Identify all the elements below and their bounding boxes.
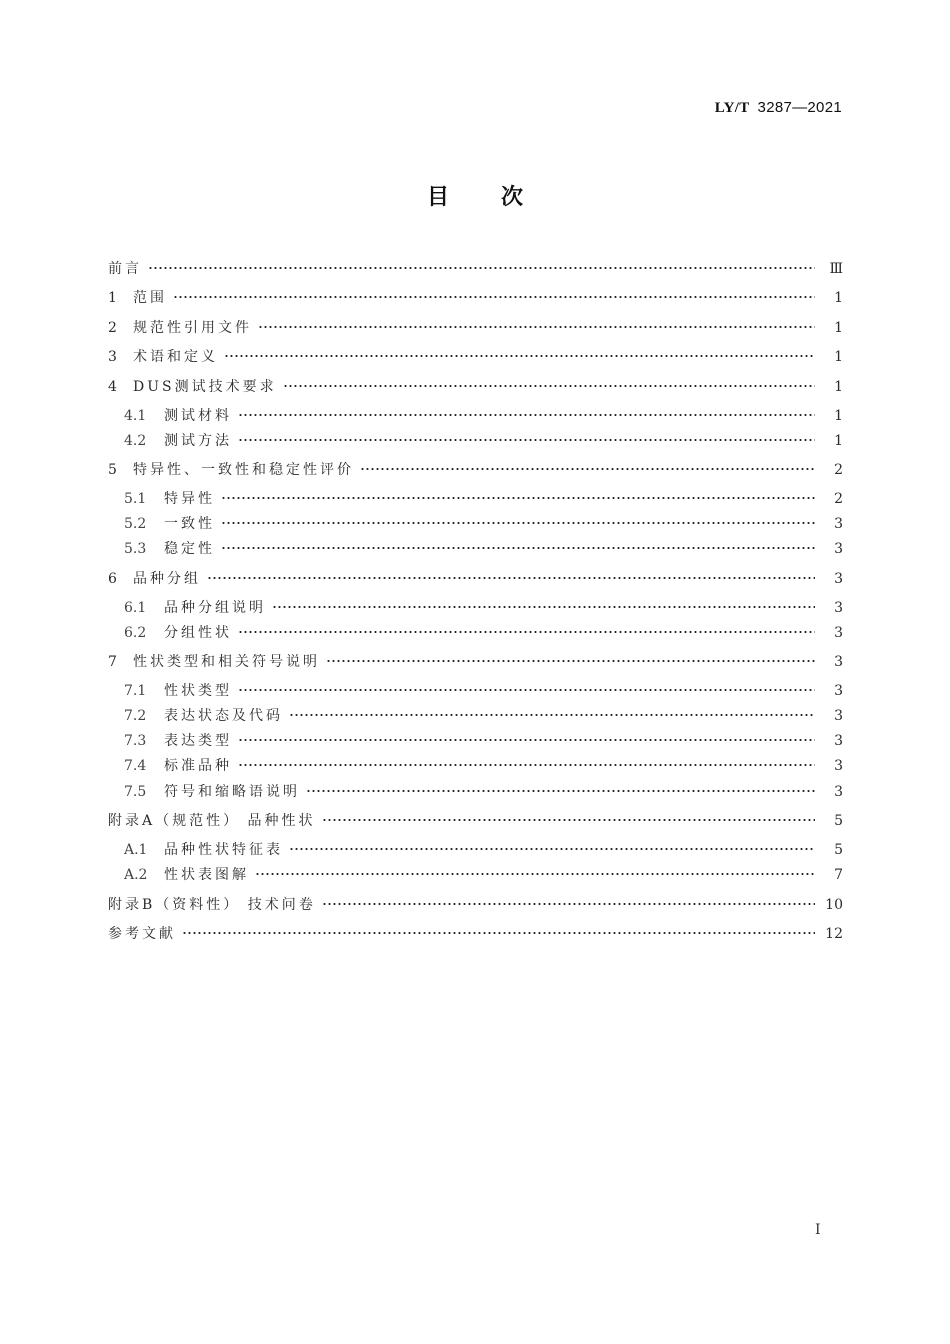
toc-entry-page: 3 [834,625,843,641]
toc-entry-number: 2 [108,320,117,336]
dot-leader [322,813,815,827]
toc-entry[interactable] [108,377,843,396]
toc-entry[interactable] [108,489,843,508]
toc-entry-title: 参考文献 [108,926,176,942]
toc-entry-title: 稳定性 [164,541,215,557]
toc-entry-title: 表达类型 [164,733,232,749]
dot-leader [238,733,815,747]
title-char-2: 次 [501,185,524,210]
toc-entry-page: 5 [834,842,843,858]
toc-entry[interactable] [108,598,843,617]
dot-leader [326,654,815,668]
toc-entry-page: 1 [834,408,843,424]
toc-entry-page: 3 [834,784,843,800]
toc-entry-page: 1 [834,320,843,336]
toc-entry-number: 4 [108,379,117,395]
toc-entry[interactable] [108,865,843,884]
toc-entry-title: 一致性 [164,516,215,532]
toc-entry-page: 3 [834,571,843,587]
toc-entry[interactable] [108,811,843,830]
toc-entry-page: 3 [834,654,843,670]
toc-entry-title: 测试材料 [164,408,232,424]
standard-code [715,98,842,117]
toc-entry-page: 12 [825,926,843,942]
dot-leader [207,571,815,585]
dot-leader [306,784,815,798]
toc-entry-title: 性状表图解 [164,867,249,883]
dot-leader [221,516,815,530]
dot-leader [283,379,815,393]
dot-leader [272,600,815,614]
toc-entry[interactable] [108,288,843,307]
standard-number: 3287—2021 [757,99,842,116]
toc-entry-title: 性状类型和相关符号说明 [133,654,320,670]
toc-entry-title: 表达状态及代码 [164,708,283,724]
toc-entry[interactable] [108,756,843,775]
dot-leader [238,625,815,639]
toc-entry-page: 2 [834,491,843,507]
dot-leader [322,897,815,911]
toc-entry-page: Ⅲ [829,261,843,277]
toc-entry-number: 7.3 [124,733,147,749]
dot-leader [360,462,815,476]
dot-leader [224,349,815,363]
toc-entry-page: 3 [834,733,843,749]
toc-entry-title: 品种分组说明 [164,600,266,616]
page-title [0,180,950,211]
dot-leader [148,261,815,275]
toc-entry[interactable] [108,895,843,914]
toc-entry-page: 1 [834,379,843,395]
toc-entry[interactable] [108,782,843,801]
toc-entry-number: 6.1 [124,600,147,616]
toc-entry-page: 1 [834,349,843,365]
toc-entry-title: 特异性、一致性和稳定性评价 [133,462,354,478]
toc-entry[interactable] [108,840,843,859]
toc-entry-page: 3 [834,541,843,557]
toc-entry-page: 3 [834,758,843,774]
toc-entry[interactable] [108,652,843,671]
toc-entry-page: 10 [825,897,843,913]
toc-entry[interactable] [108,318,843,337]
toc-entry-number: 4.1 [124,408,147,424]
toc-entry-title: 分组性状 [164,625,232,641]
toc-entry-page: 2 [834,462,843,478]
toc-entry[interactable] [108,681,843,700]
toc-entry[interactable] [108,623,843,642]
toc-entry-title: 品种分组 [133,571,201,587]
toc-entry-number: 7 [108,654,117,670]
toc-entry-page: 5 [834,813,843,829]
toc-entry[interactable] [108,539,843,558]
dot-leader [221,491,815,505]
toc-entry[interactable] [108,924,843,943]
dot-leader [182,926,815,940]
toc-entry[interactable] [108,514,843,533]
toc-entry-title: 特异性 [164,491,215,507]
toc-entry-title: 品种性状特征表 [164,842,283,858]
toc-entry[interactable] [108,731,843,750]
toc-entry-title: 附录A（规范性） 品种性状 [108,813,316,829]
toc-entry-number: 5 [108,462,117,478]
toc-entry-number: 6.2 [124,625,147,641]
toc-entry-number: 1 [108,290,117,306]
page-number: I [815,1222,821,1238]
toc-entry-number: 7.5 [124,784,147,800]
toc-entry[interactable] [108,259,843,278]
dot-leader [173,290,815,304]
toc-entry-number: 7.2 [124,708,147,724]
toc-entry-number: 4.2 [124,433,147,449]
toc-entry-page: 3 [834,683,843,699]
toc-entry-page: 1 [834,290,843,306]
toc-entry-number: 7.1 [124,683,147,699]
dot-leader [238,433,815,447]
dot-leader [238,408,815,422]
dot-leader [255,867,815,881]
toc-entry-number: 3 [108,349,117,365]
toc-entry-page: 7 [834,867,843,883]
toc-entry[interactable] [108,460,843,479]
toc-entry-number: 5.3 [124,541,147,557]
toc-entry-number: 5.1 [124,491,147,507]
toc-entry-page: 1 [834,433,843,449]
toc-entry-title: 范围 [133,290,167,306]
dot-leader [221,541,815,555]
toc-entry-title: 测试方法 [164,433,232,449]
standard-prefix: LY/T [714,100,750,116]
toc-entry[interactable] [108,406,843,425]
toc-entry-title: 规范性引用文件 [133,320,252,336]
toc-entry-title: 前言 [108,261,142,277]
dot-leader [289,842,815,856]
toc-entry-number: 7.4 [124,758,147,774]
toc-entry-title: 附录B（资料性） 技术问卷 [108,897,316,913]
toc-entry-number: A.1 [124,842,148,858]
dot-leader [238,683,815,697]
toc-entry[interactable] [108,569,843,588]
toc-entry-number: 6 [108,571,117,587]
dot-leader [258,320,815,334]
toc-entry-title: DUS测试技术要求 [133,379,277,395]
toc-entry-title: 术语和定义 [133,349,218,365]
toc-entry-title: 性状类型 [164,683,232,699]
dot-leader [289,708,815,722]
toc-entry-number: 5.2 [124,516,147,532]
toc-entry[interactable] [108,347,843,366]
toc-entry-page: 3 [834,516,843,532]
title-char-1: 目 [426,185,449,210]
dot-leader [238,758,815,772]
toc-entry-title: 标准品种 [164,758,232,774]
toc-entry[interactable] [108,431,843,450]
toc-entry-title: 符号和缩略语说明 [164,784,300,800]
toc-entry-number: A.2 [124,867,148,883]
toc-entry-page: 3 [834,600,843,616]
toc-entry[interactable] [108,706,843,725]
toc-entry-page: 3 [834,708,843,724]
